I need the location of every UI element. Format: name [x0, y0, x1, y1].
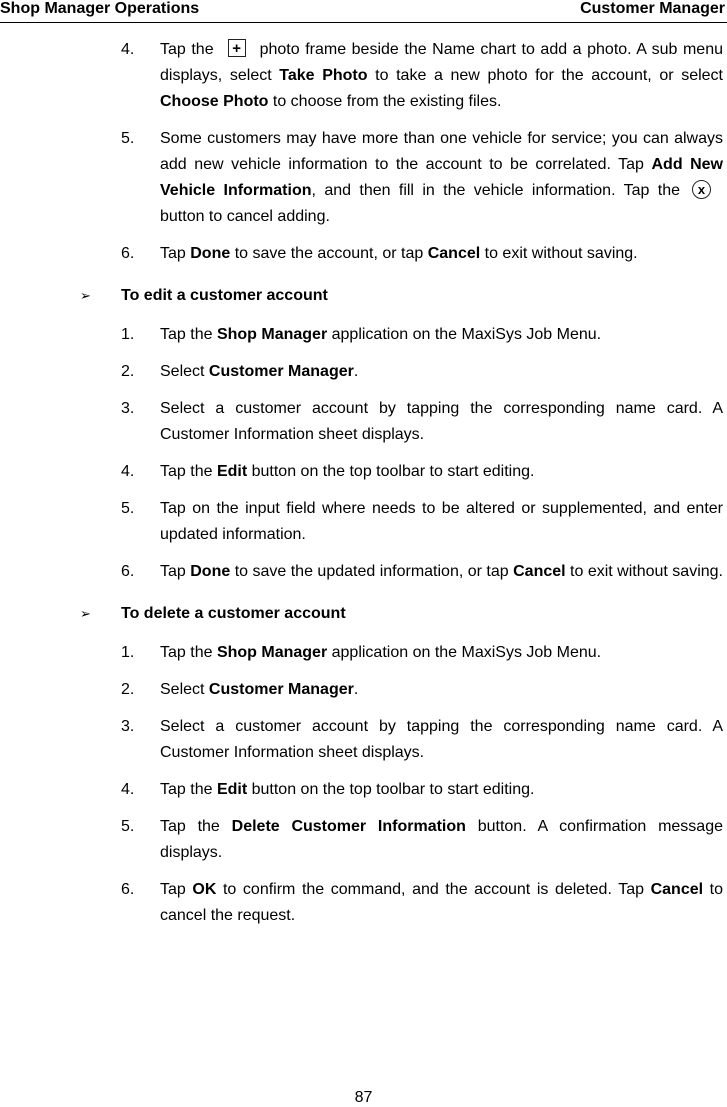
step-number: 5.	[121, 818, 135, 835]
list-item: 2. Select Customer Manager.	[0, 677, 727, 703]
list-item: 5. Tap on the input field where needs to be altered or supplemented, and enter updated information.	[0, 496, 727, 548]
step-number: 2.	[121, 681, 135, 698]
step-number: 6.	[121, 245, 135, 262]
step-number: 2.	[121, 363, 135, 380]
step-number: 4.	[121, 781, 135, 798]
add-photo-icon: +	[228, 39, 246, 57]
arrow-bullet-icon: ➢	[80, 288, 91, 303]
page-content	[0, 37, 727, 940]
list-item: 4. Tap the Edit button on the top toolbar to start editing.	[0, 777, 727, 803]
step-number: 1.	[121, 326, 135, 343]
list-item: 6. Tap Done to save the account, or tap Cancel to exit without saving.	[0, 241, 727, 267]
step-number: 3.	[121, 718, 135, 735]
list-item: 4. Tap the + photo frame beside the Name chart to add a photo. A sub menu displays, select Take Photo to take a new photo for the account, or select Choose Photo to choose from the existing files.	[0, 37, 727, 115]
step-number: 4.	[121, 41, 135, 58]
list-item: 2. Select Customer Manager.	[0, 359, 727, 385]
list-item: 5. Tap the Delete Customer Information button. A confirmation message displays.	[0, 814, 727, 866]
section-heading-delete: ➢ To delete a customer account	[0, 601, 727, 627]
page-number: 87	[354, 1089, 373, 1106]
step-number: 5.	[121, 500, 135, 517]
list-item: 5. Some customers may have more than one vehicle for service; you can always add new vehicle information to the account to be correlated. Tap Add New Vehicle Information, and then fill in the vehicle information. Tap the xbutton to cancel adding.	[0, 126, 727, 230]
arrow-bullet-icon: ➢	[80, 606, 91, 621]
header-section-title: Shop Manager Operations	[0, 0, 200, 17]
list-item: 6. Tap OK to confirm the command, and the account is deleted. Tap Cancel to cancel the request.	[0, 877, 727, 929]
step-number: 5.	[121, 130, 135, 147]
step-number: 4.	[121, 463, 135, 480]
section-heading-edit: ➢ To edit a customer account	[0, 283, 727, 309]
step-number: 6.	[121, 563, 135, 580]
header-chapter-title: Customer Manager	[580, 0, 725, 17]
list-item: 1. Tap the Shop Manager application on the MaxiSys Job Menu.	[0, 640, 727, 666]
list-item: 6. Tap Done to save the updated information, or tap Cancel to exit without saving.	[0, 559, 727, 585]
cancel-icon: x	[692, 180, 711, 199]
list-item: 3. Select a customer account by tapping the corresponding name card. A Customer Information sheet displays.	[0, 396, 727, 448]
step-number: 6.	[121, 881, 135, 898]
list-item: 3. Select a customer account by tapping the corresponding name card. A Customer Information sheet displays.	[0, 714, 727, 766]
list-item: 4. Tap the Edit button on the top toolbar to start editing.	[0, 459, 727, 485]
step-number: 3.	[121, 400, 135, 417]
step-number: 1.	[121, 644, 135, 661]
list-item: 1. Tap the Shop Manager application on the MaxiSys Job Menu.	[0, 322, 727, 348]
page-header	[0, 0, 727, 23]
